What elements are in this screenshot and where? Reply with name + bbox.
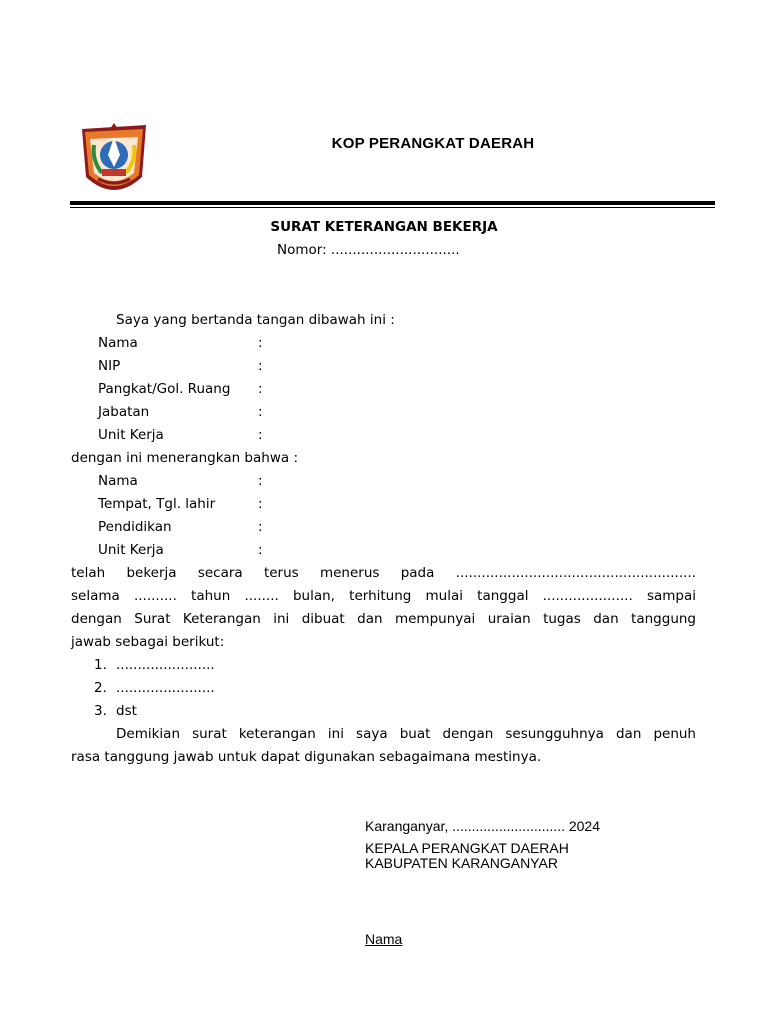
signature-name: Nama [365,931,403,947]
closing-line: rasa tanggung jawab untuk dapat digunakan sebagaimana mestinya. [71,749,542,765]
signer-label-unit-kerja: Unit Kerja [98,427,164,443]
signer-label-nip: NIP [98,358,121,374]
regency-emblem-icon [76,121,152,201]
signer-colon: : [258,404,263,420]
header-rule-thick [70,201,715,205]
duty-number: 3. [94,703,107,719]
duty-text: ....................... [116,657,215,673]
duty-number: 1. [94,657,107,673]
duty-text: dst [116,703,137,719]
document-title: SURAT KETERANGAN BEKERJA [270,219,498,235]
signer-colon: : [258,358,263,374]
signer-colon: : [258,381,263,397]
intro-text: Saya yang bertanda tangan dibawah ini : [116,312,395,328]
declare-text: dengan ini menerangkan bahwa : [71,450,298,466]
subject-colon: : [258,473,263,489]
body-line: telah bekerja secara terus menerus pada ........................................................ [71,565,696,581]
closing-line: Demikian surat keterangan ini saya buat dengan sesungguhnya dan penuh [116,726,696,742]
signer-colon: : [258,427,263,443]
subject-colon: : [258,496,263,512]
subject-label-pendidikan: Pendidikan [98,519,172,535]
subject-label-unit-kerja: Unit Kerja [98,542,164,558]
body-line-last: jawab sebagai berikut: [71,634,225,650]
signer-label-nama: Nama [98,335,138,351]
signer-label-pangkat: Pangkat/Gol. Ruang [98,381,231,397]
header-rule-thin [70,207,715,208]
duty-number: 2. [94,680,107,696]
signer-label-jabatan: Jabatan [98,404,150,420]
document-number: Nomor: .............................. [277,242,460,258]
body-line: dengan Surat Keterangan ini dibuat dan mempunyai uraian tugas dan tanggung [71,611,696,627]
kop-title: KOP PERANGKAT DAERAH [331,135,535,152]
signature-position: KABUPATEN KARANGANYAR [365,855,558,871]
subject-colon: : [258,542,263,558]
subject-label-ttl: Tempat, Tgl. lahir [98,496,216,512]
subject-colon: : [258,519,263,535]
signature-place-date: Karanganyar, ............................. 2024 [365,818,601,834]
signature-position: KEPALA PERANGKAT DAERAH [365,840,569,856]
body-line: selama .......... tahun ........ bulan, terhitung mulai tanggal ..................... sampai [71,588,696,604]
signer-colon: : [258,335,263,351]
subject-label-nama: Nama [98,473,138,489]
duty-text: ....................... [116,680,215,696]
